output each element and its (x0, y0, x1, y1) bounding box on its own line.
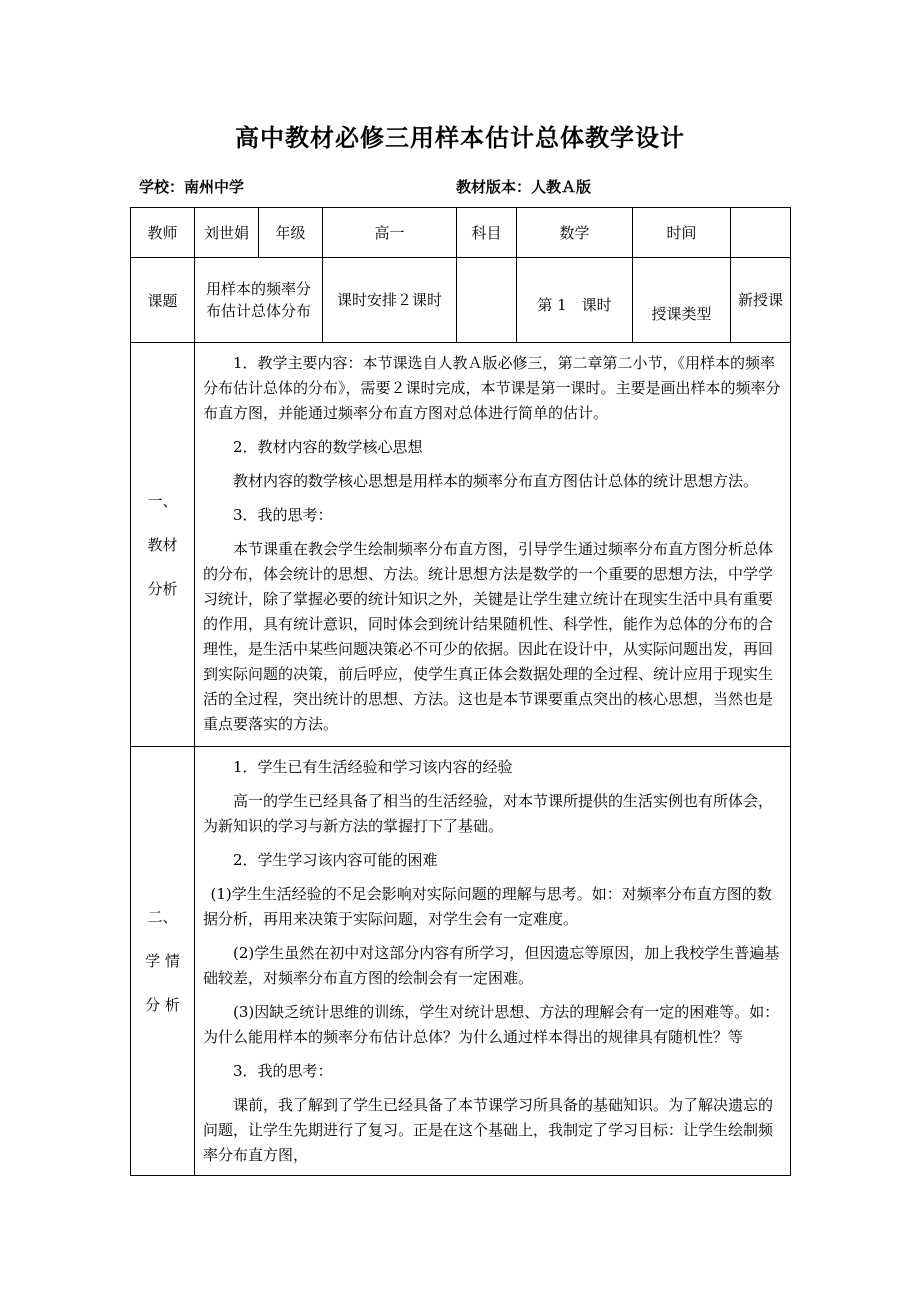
section-student-analysis (131, 747, 791, 1176)
section1-label-line: 分析 (147, 579, 178, 598)
section1-label (131, 343, 195, 747)
section-textbook-analysis (131, 343, 791, 747)
section2-paragraph: 高一的学生已经具备了相当的生活经验，对本节课所提供的生活实例也有所体会，为新知识的学习与新方法的掌握打下了基础。 (203, 792, 774, 835)
document-title: 高中教材必修三用样本估计总体教学设计 (235, 124, 685, 152)
section1-paragraph: 2．教材内容的数学核心思想 (233, 438, 423, 456)
teacher-value: 刘世娟 (195, 208, 259, 258)
topic-value: 用样本的频率分布估计总体分布 (195, 258, 323, 343)
type-label: 授课类型 (633, 258, 731, 343)
section1-paragraph: 1．教学主要内容：本节课选自人教Ａ版必修三，第二章第二小节，《用样本的频率分布估计总体的分布》，需要２课时完成，本节课是第一课时。主要是画出样本的频率分布直方图，并能通过频率分布直方图对总体进行简单的估计。 (203, 354, 781, 422)
subject-value: 数学 (517, 208, 633, 258)
section1-label-line: 教材 (147, 535, 178, 554)
section1-paragraph: 3．我的思考： (233, 506, 333, 524)
header-row (131, 208, 791, 258)
section2-content (195, 747, 791, 1176)
lesson-plan-table (130, 207, 791, 1176)
empty-cell (457, 258, 517, 343)
teacher-label: 教师 (131, 208, 195, 258)
section2-label-line: 二、 (147, 908, 178, 926)
grade-value: 高一 (323, 208, 457, 258)
section2-label (131, 747, 195, 1176)
type-value: 新授课 (731, 258, 791, 343)
section2-paragraph: 3．我的思考： (233, 1062, 333, 1080)
section2-label-line: 分 析 (145, 996, 180, 1014)
section2-paragraph: 2．学生学习该内容可能的困难 (233, 851, 438, 869)
school-label: 学校：南州中学 (139, 178, 245, 196)
section2-paragraph: (3)因缺乏统计思维的训练，学生对统计思想、方法的理解会有一定的困难等。如：为什么能用样本的频率分布估计总体？为什么通过样本得出的规律具有随机性？等 (203, 1003, 780, 1046)
section2-paragraph: (1)学生生活经验的不足会影响对实际问题的理解与思考。如：对频率分布直方图的数据分析，再用来决策于实际问题，对学生会有一定难度。 (203, 885, 772, 928)
section2-paragraph: (2)学生虽然在初中对这部分内容有所学习，但因遗忘等原因，加上我校学生普遍基础较差，对频率分布直方图的绘制会有一定困难。 (203, 944, 780, 987)
section2-paragraph: 1．学生已有生活经验和学习该内容的经验 (233, 758, 513, 776)
section2-paragraph: 课前，我了解到了学生已经具备了本节课学习所具备的基础知识。为了解决遗忘的问题，让学生先期进行了复习。正是在这个基础上，我制定了学习目标：让学生绘制频率分布直方图， (203, 1096, 774, 1164)
section1-paragraph: 本节课重在教会学生绘制频率分布直方图，引导学生通过频率分布直方图分析总体的分布，体会统计的思想、方法。统计思想方法是数学的一个重要的思想方法，中学学习统计，除了掌握必要的统计知识之外，关键是让学生建立统计在现实生活中具有重要的作用，具有统计意识，同时体会到统计结果随机性、科学性，能作为总体的分布的合理性，是生活中某些问题决策必不可少的依据。因此在设计中，从实际问题出发，再回到实际问题的决策，前后呼应，使学生真正体会数据处理的全过程、统计应用于现实生活的全过程，突出统计的思想、方法。这也是本节课要重点突出的核心思想，当然也是重点要落实的方法。 (203, 540, 774, 733)
edition-label: 教材版本：人教Ａ版 (456, 178, 592, 196)
section1-paragraph: 教材内容的数学核心思想是用样本的频率分布直方图估计总体的统计思想方法。 (233, 472, 759, 490)
subject-label: 科目 (457, 208, 517, 258)
time-value (731, 208, 791, 258)
section1-content (195, 343, 791, 747)
topic-label: 课题 (131, 258, 195, 343)
topic-row (131, 258, 791, 343)
hours-value: 课时安排２课时 (323, 258, 457, 343)
time-label: 时间 (633, 208, 731, 258)
grade-label: 年级 (259, 208, 323, 258)
lesson-value: 第 1 课时 (517, 258, 633, 343)
section2-label-line: 学 情 (145, 952, 180, 970)
section1-label-line: 一、 (147, 491, 178, 510)
